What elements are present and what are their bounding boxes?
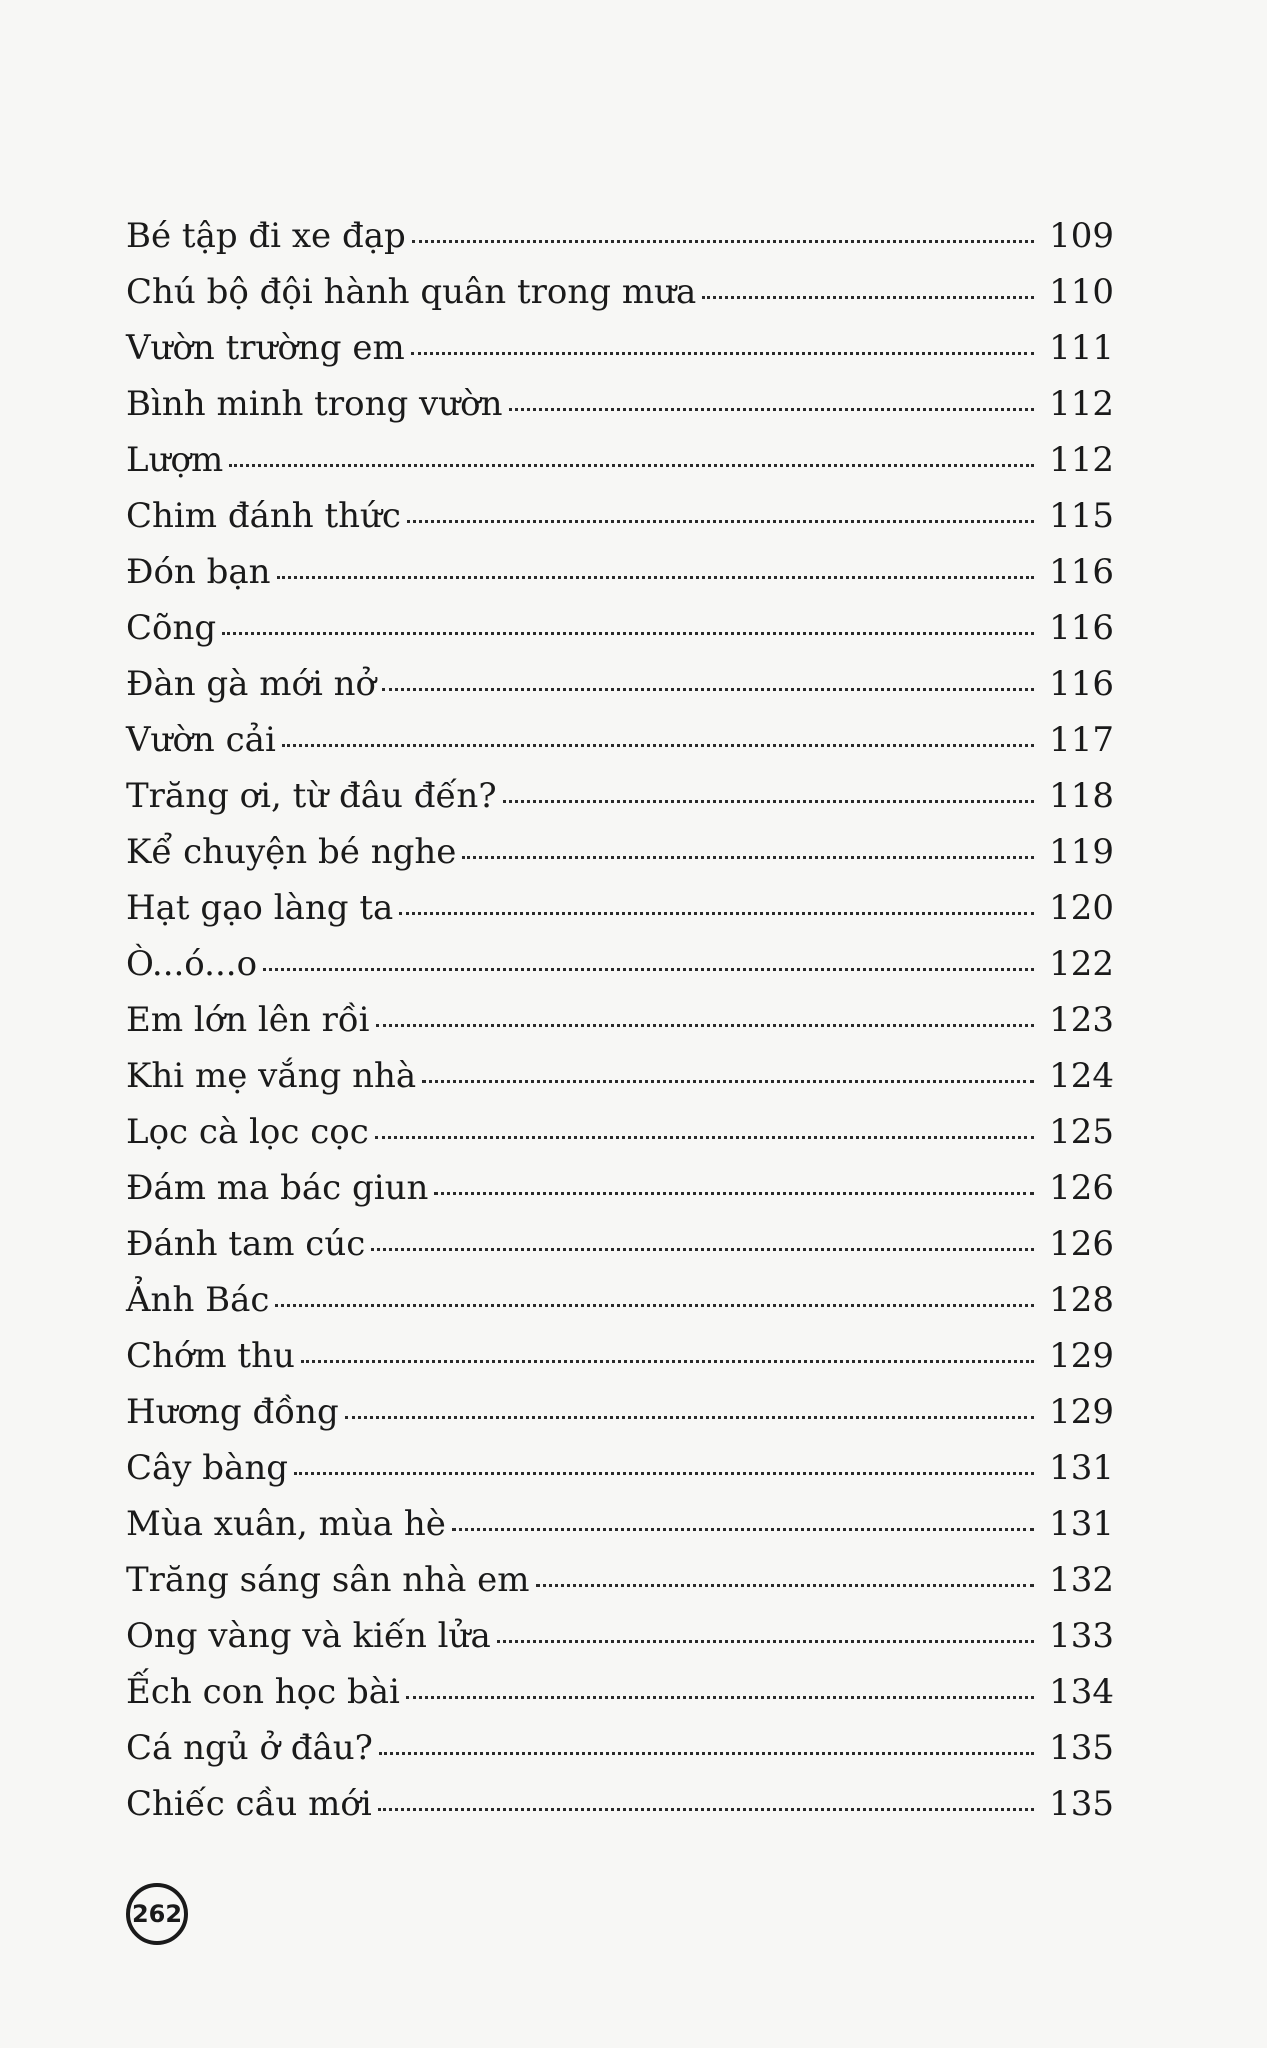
toc-entry — [126, 656, 1114, 712]
toc-entry-title: Trăng ơi, từ đâu đến? — [126, 776, 497, 816]
toc-entry — [126, 600, 1114, 656]
toc-entry — [126, 432, 1114, 488]
toc-entry-page: 123 — [1049, 1000, 1114, 1040]
toc-entry-page: 131 — [1049, 1504, 1114, 1544]
dot-leader — [375, 1136, 1034, 1139]
toc-entry-page: 126 — [1049, 1168, 1114, 1208]
toc-entry-title: Ảnh Bác — [126, 1280, 270, 1320]
toc-entry-title: Cõng — [126, 608, 217, 648]
toc-entry — [126, 1552, 1114, 1608]
toc-entry-page: 110 — [1049, 272, 1114, 312]
dot-leader — [399, 912, 1034, 915]
toc-entry — [126, 712, 1114, 768]
toc-entry-title: Cá ngủ ở đâu? — [126, 1728, 373, 1768]
toc-entry-title: Lọc cà lọc cọc — [126, 1112, 369, 1152]
toc-entry-page: 116 — [1049, 552, 1114, 592]
toc-entry-title: Đánh tam cúc — [126, 1224, 366, 1264]
dot-leader — [503, 800, 1034, 803]
toc-entry-title: Ong vàng và kiến lửa — [126, 1616, 491, 1656]
toc-entry-page: 134 — [1049, 1672, 1114, 1712]
toc-entry — [126, 992, 1114, 1048]
toc-entry-page: 119 — [1049, 832, 1114, 872]
toc-entry — [126, 1608, 1114, 1664]
toc-entry — [126, 936, 1114, 992]
toc-entry — [126, 768, 1114, 824]
toc-entry-page: 115 — [1049, 496, 1114, 536]
toc-entry-page: 129 — [1049, 1392, 1114, 1432]
toc-entry — [126, 208, 1114, 264]
toc-entry — [126, 264, 1114, 320]
dot-leader — [294, 1472, 1034, 1475]
toc-entry — [126, 376, 1114, 432]
dot-leader — [263, 968, 1034, 971]
toc-entry-title: Bé tập đi xe đạp — [126, 216, 406, 256]
dot-leader — [229, 464, 1034, 467]
toc-entry-title: Chớm thu — [126, 1336, 295, 1376]
dot-leader — [462, 856, 1034, 859]
toc-entry-page: 126 — [1049, 1224, 1114, 1264]
toc-entry-title: Đám ma bác giun — [126, 1168, 429, 1208]
dot-leader — [379, 1752, 1034, 1755]
toc-entry-page: 120 — [1049, 888, 1114, 928]
toc-entry — [126, 1216, 1114, 1272]
toc-entry-title: Đón bạn — [126, 552, 271, 592]
toc-entry-page: 112 — [1049, 440, 1114, 480]
dot-leader — [702, 296, 1034, 299]
toc-entry-page: 117 — [1049, 720, 1114, 760]
toc-entry — [126, 1328, 1114, 1384]
dot-leader — [301, 1360, 1034, 1363]
table-of-contents — [126, 208, 1114, 1832]
dot-leader — [452, 1528, 1034, 1531]
toc-entry-title: Ò...ó...o — [126, 944, 258, 984]
toc-entry-page: 122 — [1049, 944, 1114, 984]
toc-entry — [126, 488, 1114, 544]
dot-leader — [277, 576, 1034, 579]
toc-entry-title: Hạt gạo làng ta — [126, 888, 394, 928]
toc-entry-page: 132 — [1049, 1560, 1114, 1600]
toc-entry-title: Đàn gà mới nở — [126, 664, 377, 704]
toc-entry-title: Cây bàng — [126, 1448, 288, 1488]
dot-leader — [275, 1304, 1034, 1307]
toc-entry-page: 131 — [1049, 1448, 1114, 1488]
dot-leader — [422, 1080, 1034, 1083]
toc-entry — [126, 1440, 1114, 1496]
toc-entry-title: Lượm — [126, 440, 224, 480]
toc-entry-page: 116 — [1049, 608, 1114, 648]
toc-entry-title: Hương đồng — [126, 1392, 339, 1432]
toc-entry-title: Mùa xuân, mùa hè — [126, 1504, 446, 1544]
dot-leader — [222, 632, 1034, 635]
toc-entry — [126, 824, 1114, 880]
dot-leader — [406, 1696, 1034, 1699]
dot-leader — [411, 352, 1034, 355]
toc-entry-title: Chiếc cầu mới — [126, 1784, 372, 1824]
dot-leader — [412, 240, 1034, 243]
dot-leader — [371, 1248, 1034, 1251]
toc-entry-title: Bình minh trong vườn — [126, 384, 503, 424]
toc-entry — [126, 1272, 1114, 1328]
toc-entry-page: 135 — [1049, 1728, 1114, 1768]
toc-entry-page: 133 — [1049, 1616, 1114, 1656]
toc-entry — [126, 1776, 1114, 1832]
dot-leader — [434, 1192, 1034, 1195]
toc-entry — [126, 1496, 1114, 1552]
toc-entry — [126, 320, 1114, 376]
dot-leader — [378, 1808, 1034, 1811]
dot-leader — [497, 1640, 1034, 1643]
toc-entry-title: Ếch con học bài — [126, 1672, 400, 1712]
dot-leader — [509, 408, 1034, 411]
toc-entry — [126, 1664, 1114, 1720]
toc-entry — [126, 1104, 1114, 1160]
toc-entry-title: Em lớn lên rồi — [126, 1000, 370, 1040]
dot-leader — [536, 1584, 1034, 1587]
toc-entry-page: 109 — [1049, 216, 1114, 256]
toc-entry-title: Trăng sáng sân nhà em — [126, 1560, 530, 1600]
toc-entry — [126, 1384, 1114, 1440]
toc-entry-page: 135 — [1049, 1784, 1114, 1824]
toc-entry-page: 128 — [1049, 1280, 1114, 1320]
toc-entry-title: Chú bộ đội hành quân trong mưa — [126, 272, 697, 312]
toc-entry-page: 124 — [1049, 1056, 1114, 1096]
dot-leader — [407, 520, 1034, 523]
toc-entry — [126, 1720, 1114, 1776]
dot-leader — [345, 1416, 1034, 1419]
toc-entry — [126, 544, 1114, 600]
toc-entry — [126, 1160, 1114, 1216]
toc-entry — [126, 1048, 1114, 1104]
toc-entry-title: Vườn trường em — [126, 328, 405, 368]
toc-entry-page: 111 — [1049, 328, 1114, 368]
toc-entry — [126, 880, 1114, 936]
page-number: 262 — [131, 1900, 183, 1928]
toc-entry-page: 125 — [1049, 1112, 1114, 1152]
toc-entry-page: 112 — [1049, 384, 1114, 424]
page-number-badge — [126, 1883, 188, 1945]
toc-entry-page: 116 — [1049, 664, 1114, 704]
toc-entry-page: 129 — [1049, 1336, 1114, 1376]
toc-entry-page: 118 — [1049, 776, 1114, 816]
dot-leader — [382, 688, 1034, 691]
toc-entry-title: Kể chuyện bé nghe — [126, 832, 457, 872]
dot-leader — [376, 1024, 1034, 1027]
toc-entry-title: Vườn cải — [126, 720, 276, 760]
toc-entry-title: Khi mẹ vắng nhà — [126, 1056, 417, 1096]
dot-leader — [282, 744, 1034, 747]
toc-entry-title: Chim đánh thức — [126, 496, 401, 536]
